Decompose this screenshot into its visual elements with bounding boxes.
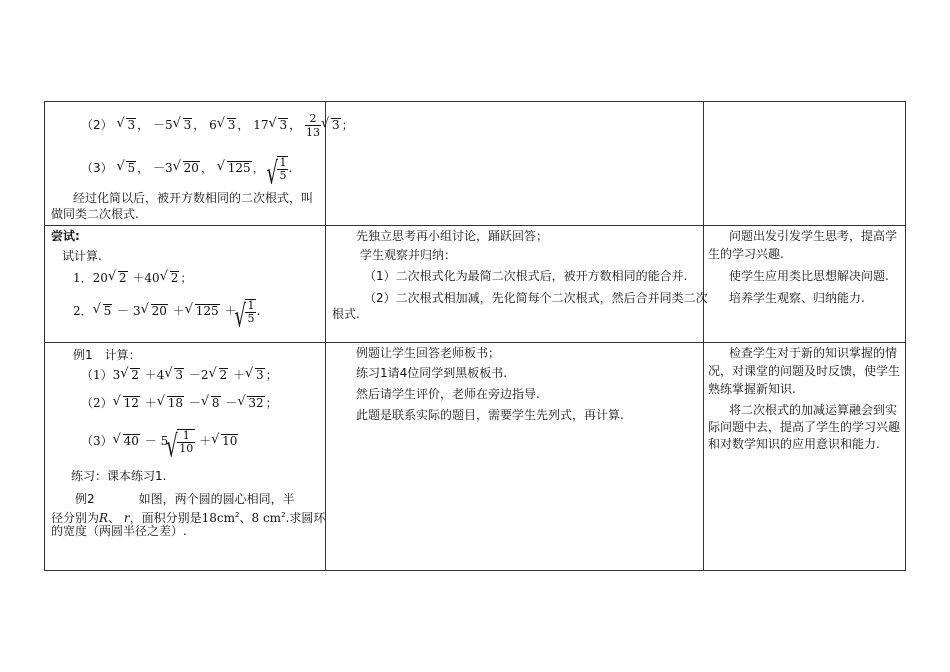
- definition-text-cont: 做同类二次根式.: [51, 207, 139, 221]
- activity-cell: [326, 226, 708, 343]
- intent-line: 况，对课堂的问题及时反馈，使学生: [708, 364, 901, 378]
- activity-line: 先独立思考再小组讨论，踊跃回答；: [356, 229, 549, 243]
- content-cell: [45, 102, 354, 226]
- definition-example-2: （2） √ 3 ， －5√ 3 ， 6√ 3 ， 17√ 3 ， $\frac{2}{13}$ √ 3 ；: [81, 110, 354, 140]
- example-1-part-3: （3）√ 40 － 5 √ $\frac{1}{10}$ ＋√ 10: [81, 423, 239, 459]
- lesson-plan-table: [44, 101, 906, 571]
- activity-line: （2）二次根式相加减，先化简每个二次根式，然后合并同类二次: [364, 291, 708, 305]
- intent-line: 生的学习兴趣.: [708, 247, 784, 261]
- exercise-2: 2．√ 5 － 3√ 20 ＋√ 125 ＋ √ $\frac{1}{5}$ .: [73, 294, 260, 328]
- example-1-part-1: （1）3√ 2 ＋4√ 3 －2√ 2 ＋√ 3 ；: [81, 367, 278, 383]
- activity-line: 此题是联系实际的题目，需要学生先列式，再计算.: [356, 408, 624, 422]
- table-row: [45, 226, 906, 343]
- activity-line: （1）二次根式化为最简二次根式后，被开方数相同的能合并.: [364, 269, 688, 283]
- example-1-part-2: （2）√ 12 ＋√ 18 －√ 8 －√ 32 ；: [81, 395, 278, 411]
- activity-line: 练习1请4位同学到黑板板书.: [356, 366, 508, 380]
- intent-line: 检查学生对于新的知识掌握的情: [729, 346, 898, 360]
- intent-line: 将二次根式的加减运算融会到实: [729, 403, 898, 417]
- intent-cell: [704, 343, 906, 571]
- activity-line: 学生观察并归纳：: [360, 248, 457, 262]
- example-1-title: 例1 计算：: [73, 348, 141, 362]
- intent-line: 培养学生观察、归纳能力.: [729, 291, 865, 305]
- intent-line: 熟练掌握新知识.: [708, 382, 796, 396]
- activity-line: 然后请学生评价，老师在旁边指导.: [356, 387, 540, 401]
- intent-line: 和对数学知识的应用意识和能力.: [708, 437, 880, 451]
- example-2-line: 例2 如图，两个圆的圆心相同，半: [75, 492, 295, 506]
- content-cell: [45, 343, 326, 571]
- activity-cell: [326, 343, 704, 571]
- intent-cell: [704, 226, 906, 343]
- exercise-1: 1．20√ 2 ＋40√ 2 ；: [73, 270, 192, 286]
- fraction: $\frac{2}{13}$: [305, 112, 320, 139]
- definition-text: 经过化简以后，被开方数相同的二次根式，叫: [73, 191, 314, 205]
- section-heading: 尝试:: [51, 229, 80, 243]
- example-2-line: 径分别为R、 r，面积分别是$18cm^2$、8 $cm^2$.求圆环: [51, 511, 326, 525]
- table-row: [45, 343, 906, 571]
- intent-line: 际问题中去，提高了学生的学习兴趣: [708, 420, 901, 434]
- intent-line: 问题出发引发学生思考，提高学: [729, 229, 898, 243]
- activity-cell: [326, 102, 704, 226]
- definition-example-3: （3） √ 5 ， －3√ 20 ， √ 125 ， √ $\frac{1}{5}$ .: [81, 150, 292, 186]
- example-2-line: 的宽度（两圆半径之差）.: [51, 524, 187, 538]
- intent-cell: [704, 102, 906, 226]
- content-cell: [45, 226, 326, 343]
- activity-line: 根式.: [332, 307, 360, 321]
- activity-line: 例题让学生回答老师板书；: [356, 346, 501, 360]
- table-row: [45, 102, 906, 226]
- practice-note: 练习：课本练习1.: [71, 469, 167, 483]
- exercise-intro: 试计算.: [62, 249, 102, 263]
- intent-line: 使学生应用类比思想解决问题.: [729, 269, 889, 283]
